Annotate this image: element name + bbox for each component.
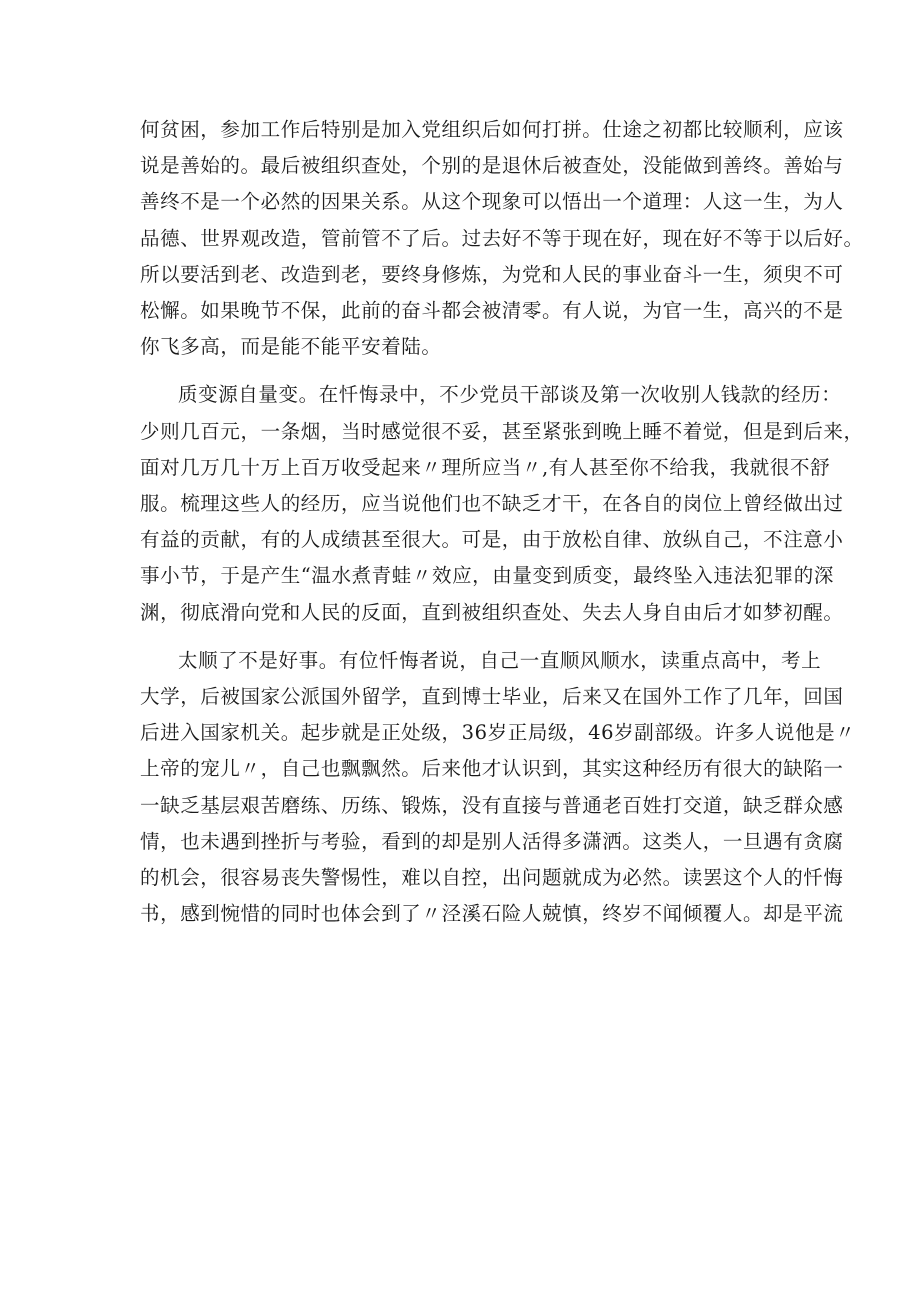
paragraph-3 bbox=[140, 643, 856, 933]
text-line: 后进入国家机关。起步就是正处级，36岁正局级，46岁副部级。许多人说他是〃 bbox=[140, 721, 856, 745]
text-line: 服。梳理这些人的经历，应当说他们也不缺乏才干，在各自的岗位上曾经做出过 bbox=[140, 492, 844, 516]
text-line: 松懈。如果晚节不保，此前的奋斗都会被清零。有人说，为官一生，高兴的不是 bbox=[140, 299, 844, 323]
text-line: 事小节，于是产生“温水煮青蛙〃效应，由量变到质变，最终坠入违法犯罪的深 bbox=[140, 564, 834, 588]
paragraph-1 bbox=[140, 112, 864, 365]
text-line: 书，感到惋惜的同时也体会到了〃泾溪石险人兢慎，终岁不闻倾覆人。却是平流 bbox=[140, 902, 844, 926]
text-line: 有益的贡献，有的人成绩甚至很大。可是，由于放松自律、放纵自己，不注意小 bbox=[140, 528, 844, 552]
text-line: 的机会，很容易丧失警惕性，难以自控，出问题就成为必然。读罢这个人的忏悔 bbox=[140, 866, 844, 890]
document-body bbox=[140, 112, 864, 944]
text-line: 质变源自量变。在忏悔录中，不少党员干部谈及第一次收别人钱款的经历： bbox=[178, 383, 842, 407]
paragraph-2 bbox=[140, 377, 864, 630]
text-line: 渊，彻底滑向党和人民的反面，直到被组织查处、失去人身自由后才如梦初醒。 bbox=[140, 600, 844, 624]
text-line: 太顺了不是好事。有位忏悔者说，自己一直顺风顺水，读重点高中，考上 bbox=[178, 648, 822, 672]
text-line: 所以要活到老、改造到老，要终身修炼，为党和人民的事业奋斗一生，须臾不可 bbox=[140, 262, 844, 286]
text-line: 大学，后被国家公派国外留学，直到博士毕业，后来又在国外工作了几年，回国 bbox=[140, 685, 844, 709]
text-line: 你飞多高，而是能不能平安着陆。 bbox=[140, 335, 442, 359]
text-line: 面对几万几十万上百万收受起来〃理所应当〃,有人甚至你不给我，我就很不舒 bbox=[140, 455, 831, 479]
text-line: 情，也未遇到挫折与考验，看到的却是别人活得多潇洒。这类人，一旦遇有贪腐 bbox=[140, 829, 844, 853]
text-line: 善终不是一个必然的因果关系。从这个现象可以悟出一个道理：人这一生，为人 bbox=[140, 190, 844, 214]
text-line: 上帝的宠儿〃，自己也飘飘然。后来他才认识到，其实这种经历有很大的缺陷一 bbox=[140, 757, 844, 781]
text-line: 少则几百元，一条烟，当时感觉很不妥，甚至紧张到晚上睡不着觉，但是到后来， bbox=[140, 419, 864, 443]
text-line: 何贫困，参加工作后特别是加入党组织后如何打拼。仕途之初都比较顺利，应该 bbox=[140, 118, 844, 141]
text-line: 一缺乏基层艰苦磨练、历练、锻炼，没有直接与普通老百姓打交道，缺乏群众感 bbox=[140, 793, 844, 817]
text-line: 品德、世界观改造，管前管不了后。过去好不等于现在好，现在好不等于以后好。 bbox=[140, 226, 864, 250]
text-line: 说是善始的。最后被组织查处，个别的是退休后被查处，没能做到善终。善始与 bbox=[140, 154, 844, 178]
